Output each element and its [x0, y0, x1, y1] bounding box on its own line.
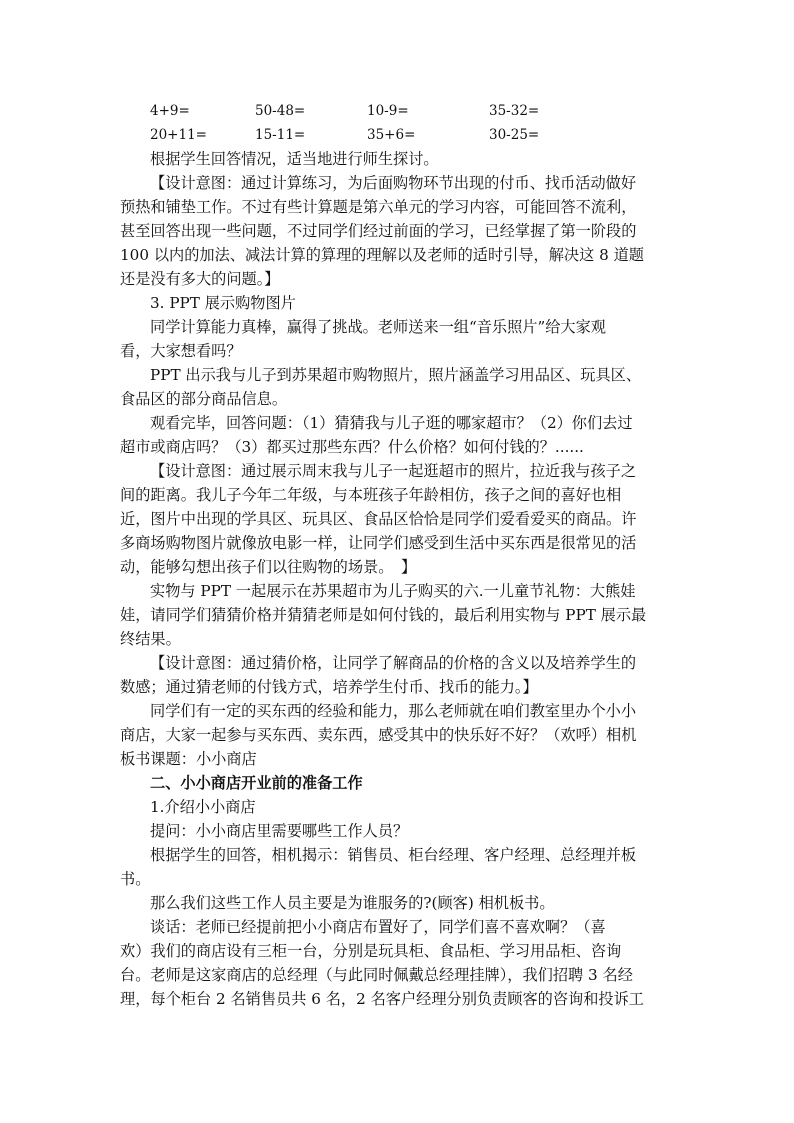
equation-item: 20+11= — [150, 127, 207, 143]
equation-item: 35-32= — [489, 103, 540, 119]
text-line: 理，每个柜台 2 名销售员共 6 名，2 名客户经理分别负责顾客的咨询和投诉工 — [120, 990, 644, 1008]
text-line: 实物与 PPT 一起展示在苏果超市为儿子购买的六.一儿童节礼物：大熊娃 — [150, 582, 636, 600]
equation-item: 30-25= — [489, 127, 540, 143]
equation-item: 4+9= — [150, 103, 190, 119]
text-line: PPT 出示我与儿子到苏果超市购物照片，照片涵盖学习用品区、玩具区、 — [150, 366, 642, 384]
text-line: 100 以内的加法、减法计算的算理的理解以及老师的适时引导，解决这 8 道题 — [120, 246, 644, 264]
text-line: 【设计意图：通过猜价格，让同学了解商品的价格的含义以及培养学生的 — [150, 654, 636, 672]
text-line: 【设计意图：通过计算练习，为后面购物环节出现的付币、找币活动做好 — [150, 174, 636, 192]
text-line: 近，图片中出现的学具区、玩具区、食品区恰恰是同学们爱看爱买的商品。许 — [120, 510, 637, 528]
text-line: 终结果。 — [120, 630, 181, 648]
text-line: 看，大家想看吗？ — [120, 342, 242, 360]
text-line: 欢）我们的商店设有三柜一台，分别是玩具柜、食品柜、学习用品柜、咨询 — [120, 942, 622, 960]
text-line: 间的距离。我儿子今年二年级，与本班孩子年龄相仿，孩子之间的喜好也相 — [120, 486, 622, 504]
text-line: 同学们有一定的买东西的经验和能力，那么老师就在咱们教室里办个小小 — [150, 702, 636, 720]
text-line: 3. PPT 展示购物图片 — [150, 294, 296, 312]
equation-item: 50-48= — [255, 103, 306, 119]
text-line: 多商场购物图片就像放电影一样，让同学们感受到生活中买东西是很常见的活 — [120, 534, 637, 552]
text-line: 【设计意图：通过展示周末我与儿子一起逛超市的照片，拉近我与孩子之 — [150, 462, 636, 480]
equation-item: 15-11= — [255, 127, 306, 143]
text-line: 根据学生回答情况，适当地进行师生探讨。 — [150, 150, 439, 168]
text-line: 还是没有多大的问题。】 — [120, 270, 280, 288]
text-line: 提问：小小商店里需要哪些工作人员？ — [150, 822, 409, 840]
text-line: 商店，大家一起参与买东西、卖东西，感受其中的快乐好不好？（欢呼）相机 — [120, 726, 637, 744]
text-line: 板书课题：小小商店 — [120, 750, 257, 768]
equation-row — [120, 99, 665, 123]
text-line: 同学计算能力真棒，赢得了挑战。老师送来一组“音乐照片”给大家观 — [150, 318, 606, 336]
text-line: 超市或商店吗？（3）都买过那些东西？什么价格？如何付钱的？...... — [120, 438, 584, 456]
text-line: 数感；通过猜老师的付钱方式，培养学生付币、找币的能力。】 — [120, 678, 538, 696]
text-line: 甚至回答出现一些问题，不过同学们经过前面的学习，已经掌握了第一阶段的 — [120, 222, 637, 240]
text-line: 书。 — [120, 870, 151, 888]
text-line: 娃，请同学们猜猜价格并猜猜老师是如何付钱的，最后利用实物与 PPT 展示最 — [120, 606, 647, 624]
text-line: 根据学生的回答，相机揭示：销售员、柜台经理、客户经理、总经理并板 — [150, 846, 636, 864]
document-body — [120, 147, 665, 1011]
text-line: 预热和铺垫工作。不过有些计算题是第六单元的学习内容，可能回答不流利， — [120, 198, 637, 216]
text-line: 1.介绍小小商店 — [150, 798, 256, 816]
text-line: 那么我们这些工作人员主要是为谁服务的?(顾客) 相机板书。 — [150, 894, 555, 912]
text-line: 台。老师是这家商店的总经理（与此同时佩戴总经理挂牌），我们招聘 3 名经 — [120, 966, 633, 984]
document-page — [120, 99, 665, 1011]
equation-item: 10-9= — [367, 103, 409, 119]
equation-row — [120, 123, 665, 147]
section-heading: 二、小小商店开业前的准备工作 — [150, 774, 363, 792]
text-line: 食品区的部分商品信息。 — [120, 390, 288, 408]
equation-block — [120, 99, 665, 147]
text-line: 谈话：老师已经提前把小小商店布置好了，同学们喜不喜欢啊？（喜 — [150, 918, 606, 936]
text-line: 观看完毕，回答问题：（1）猜猜我与儿子逛的哪家超市？（2）你们去过 — [150, 414, 633, 432]
text-line: 动，能够勾想出孩子们以往购物的场景。 】 — [120, 558, 417, 576]
equation-item: 35+6= — [367, 127, 416, 143]
